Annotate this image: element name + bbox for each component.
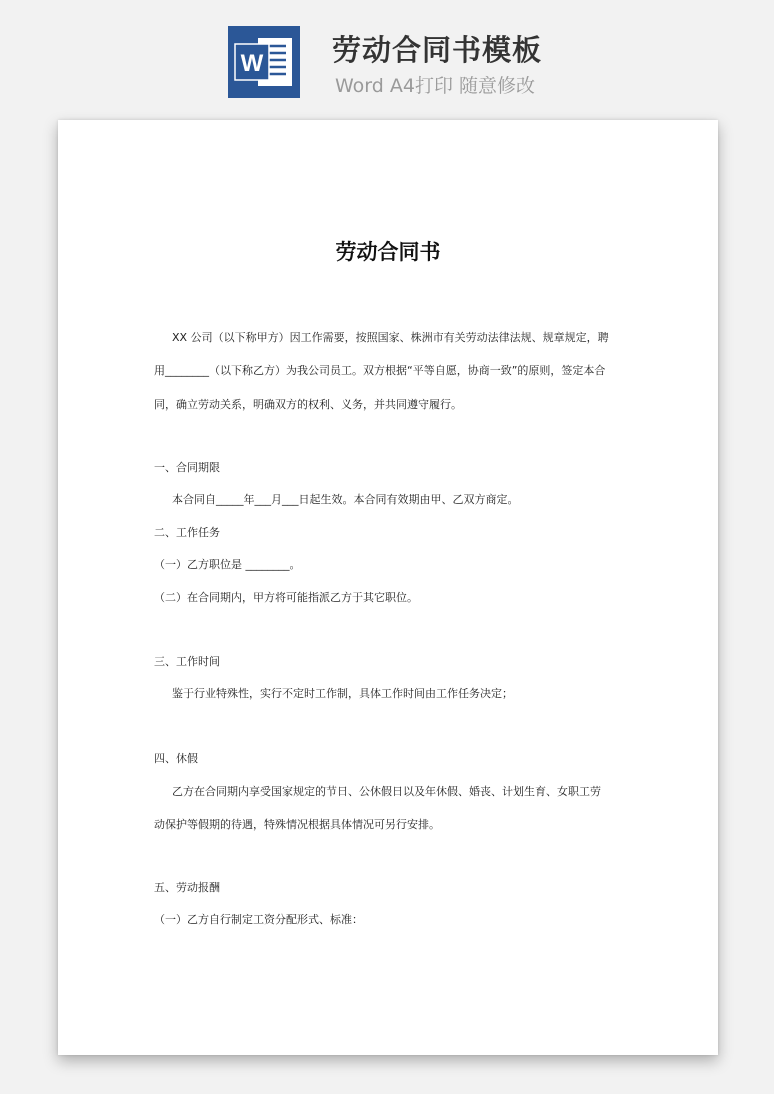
section-1-heading: 一、合同期限 xyxy=(154,461,220,474)
section-3-text: 鉴于行业特殊性，实行不定时工作制，具体工作时间由工作任务决定； xyxy=(172,687,513,700)
header-subtitle: Word A4打印 随意修改 xyxy=(334,75,535,97)
section-4-heading: 四、休假 xyxy=(154,752,198,765)
section-1-text: 本合同自_____年___月___日起生效。本合同有效期由甲、乙双方商定。 xyxy=(172,493,519,506)
header-title: 劳动合同书模板 xyxy=(331,33,542,67)
section-3-heading: 三、工作时间 xyxy=(154,655,220,668)
section-4-text-2: 动保护等假期的待遇，特殊情况根据具体情况可另行安排。 xyxy=(154,818,440,831)
document-page xyxy=(58,120,718,1055)
template-header xyxy=(0,0,774,115)
word-logo-letter: W xyxy=(240,50,264,77)
section-5-heading: 五、劳动报酬 xyxy=(154,881,220,894)
watermark xyxy=(89,480,116,513)
section-2-item-1: （一）乙方职位是 ________。 xyxy=(154,558,301,571)
intro-line-3: 同，确立劳动关系，明确双方的权利、义务，并共同遵守履行。 xyxy=(154,398,462,411)
section-4-text-1: 乙方在合同期内享受国家规定的节日、公休假日以及年休假、婚丧、计划生育、女职工劳 xyxy=(172,785,601,798)
intro-line-2: 用________（以下称乙方）为我公司员工。双方根据“平等自愿，协商一致”的原则，签定本合 xyxy=(154,364,606,377)
section-2-item-2: （二）在合同期内，甲方将可能指派乙方于其它职位。 xyxy=(154,591,418,604)
section-5-item-1: （一）乙方自行制定工资分配形式、标准： xyxy=(154,913,363,926)
section-2-heading: 二、工作任务 xyxy=(154,526,220,539)
document-title: 劳动合同书 xyxy=(335,240,441,264)
intro-line-1: XX 公司（以下称甲方）因工作需要，按照国家、株洲市有关劳动法律法规、规章规定，聘 xyxy=(172,331,609,344)
word-icon xyxy=(228,26,300,98)
